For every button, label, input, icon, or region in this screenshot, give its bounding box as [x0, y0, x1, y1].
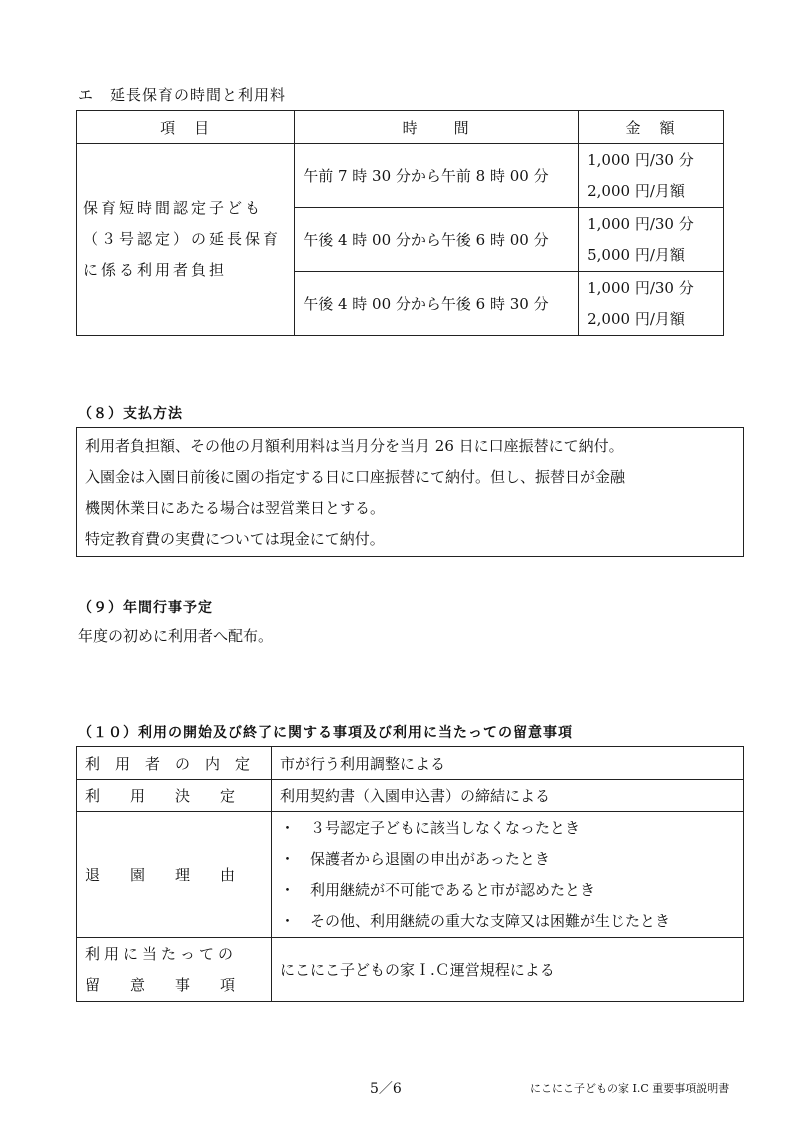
label-allocation: 利 用 者 の 内 定 — [77, 747, 272, 780]
usage-table — [76, 746, 744, 1002]
payment-line: 特定教育費の実費については現金にて納付。 — [85, 530, 385, 548]
fee-monthly: 5,000 円/月額 — [587, 245, 685, 264]
extended-care-table — [76, 110, 724, 336]
value-allocation: 市が行う利用調整による — [272, 747, 744, 780]
list-item: ・ 保護者から退園の申出があったとき — [280, 849, 550, 868]
withdrawal-reasons — [272, 812, 744, 938]
value-notes: にこにこ子どもの家Ｉ.Ｃ運営規程による — [272, 938, 744, 1002]
list-item: ・ 利用継続が不可能であると市が認めたとき — [280, 880, 596, 899]
fee-monthly: 2,000 円/月額 — [587, 309, 685, 328]
table-row-time: 午後 4 時 00 分から午後 6 時 30 分 — [295, 272, 579, 336]
notes-label-line1: 利用に当たっての — [85, 944, 238, 963]
payment-line: 機関休業日にあたる場合は翌営業日とする。 — [85, 499, 386, 517]
fee-per-30min: 1,000 円/30 分 — [587, 214, 694, 233]
fee-monthly: 2,000 円/月額 — [587, 181, 685, 200]
section-8-title: （８）支払方法 — [78, 406, 183, 422]
section-9-title: （９）年間行事予定 — [78, 600, 213, 616]
header-time: 時 間 — [295, 111, 579, 144]
value-decision: 利用契約書（入園申込書）の締結による — [272, 780, 744, 812]
label-decision: 利 用 決 定 — [77, 780, 272, 812]
table-row-fee — [579, 144, 724, 208]
payment-method-box — [76, 427, 744, 557]
section-10-title: （１０）利用の開始及び終了に関する事項及び利用に当たっての留意事項 — [78, 725, 573, 741]
list-item: ・ ３号認定子どもに該当しなくなったとき — [280, 818, 581, 837]
header-amount: 金 額 — [579, 111, 724, 144]
fee-per-30min: 1,000 円/30 分 — [587, 150, 694, 169]
list-item: ・ その他、利用継続の重大な支障又は困難が生じたとき — [280, 911, 671, 930]
table-row-time: 午前 7 時 30 分から午前 8 時 00 分 — [295, 144, 579, 208]
table-row-time: 午後 4 時 00 分から午後 6 時 00 分 — [295, 208, 579, 272]
label-notes — [77, 938, 272, 1002]
annual-events-text: 年度の初めに利用者へ配布。 — [78, 627, 274, 645]
page-number: 5／6 — [370, 1081, 402, 1097]
fee-per-30min: 1,000 円/30 分 — [587, 278, 694, 297]
label-withdrawal: 退 園 理 由 — [77, 812, 272, 938]
section-e-title: エ 延長保育の時間と利用料 — [78, 86, 287, 104]
payment-line: 利用者負担額、その他の月額利用料は当月分を当月 26 日に口座振替にて納付。 — [85, 437, 624, 455]
payment-line: 入園金は入園日前後に園の指定する日に口座振替にて納付。但し、振替日が金融 — [85, 468, 626, 486]
table-row-fee — [579, 272, 724, 336]
notes-label-line2: 留 意 事 項 — [85, 975, 236, 994]
document-title: にこにこ子どもの家 I.C 重要事項説明書 — [530, 1082, 730, 1095]
item-label: 保育短時間認定子ども（３号認定）の延長保育に係る利用者負担 — [77, 144, 295, 336]
table-row-fee — [579, 208, 724, 272]
header-item: 項 目 — [77, 111, 295, 144]
